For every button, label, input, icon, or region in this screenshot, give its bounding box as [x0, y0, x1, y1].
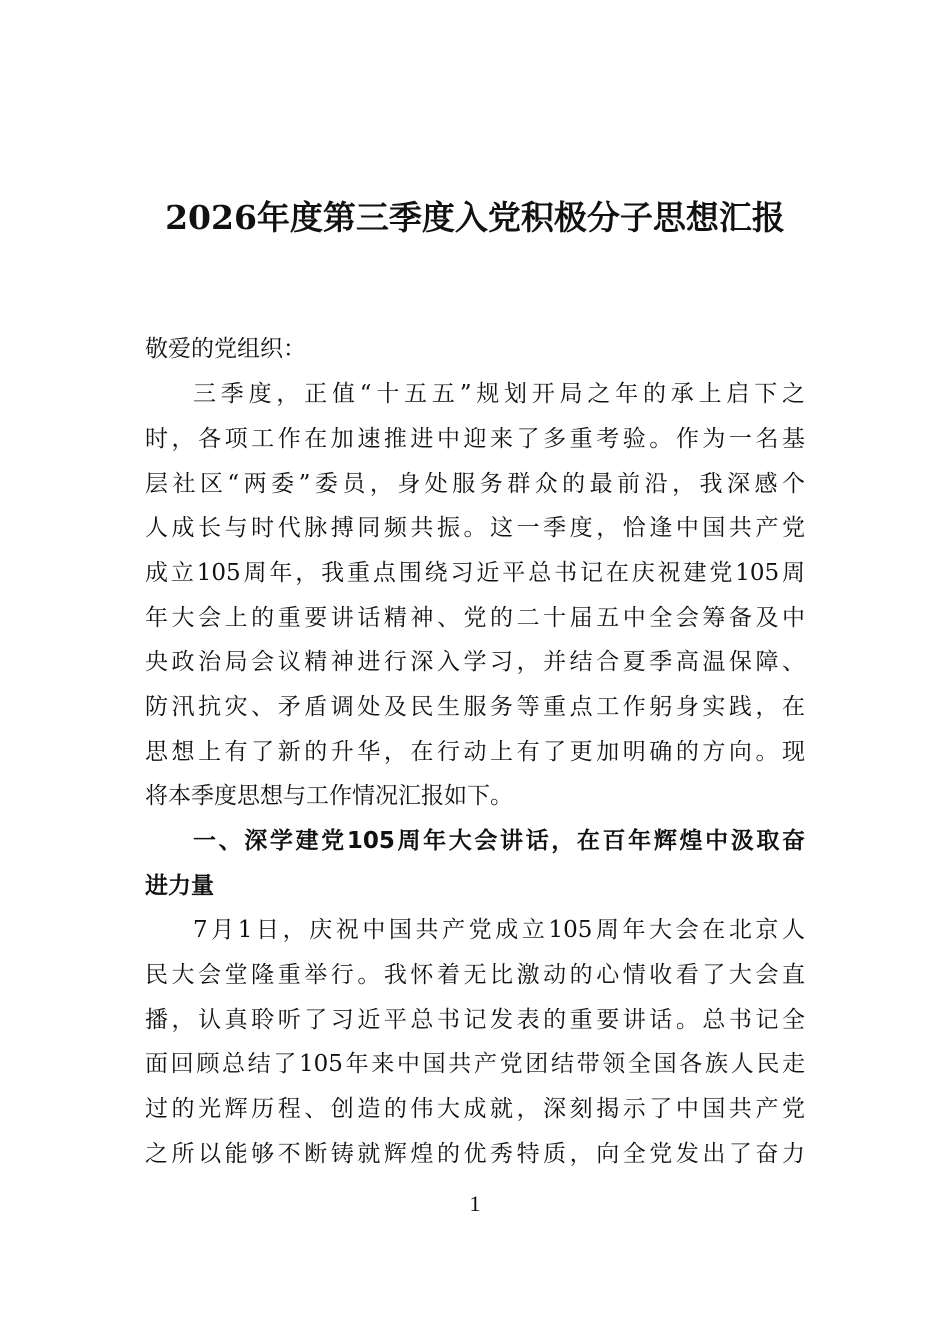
paragraph-line: 层社区“两委”委员，身处服务群众的最前沿，我深感个: [145, 471, 805, 497]
paragraph-line: 防汛抗灾、矛盾调处及民生服务等重点工作躬身实践，在: [145, 694, 805, 720]
paragraph-line: 过的光辉历程、创造的伟大成就，深刻揭示了中国共产党: [145, 1096, 805, 1122]
salutation: 敬爱的党组织：: [145, 336, 306, 362]
paragraph-line: 7月1日，庆祝中国共产党成立105周年大会在北京人: [193, 917, 805, 943]
document-title: 2026年度第三季度入党积极分子思想汇报: [165, 198, 785, 237]
paragraph-line: 将本季度思想与工作情况汇报如下。: [145, 783, 513, 809]
paragraph-line: 之所以能够不断铸就辉煌的优秀特质，向全党发出了奋力: [145, 1141, 805, 1167]
paragraph-line: 人成长与时代脉搏同频共振。这一季度，恰逢中国共产党: [145, 515, 805, 541]
paragraph-line: 年大会上的重要讲话精神、党的二十届五中全会筹备及中: [145, 605, 805, 631]
paragraph-line: 播，认真聆听了习近平总书记发表的重要讲话。总书记全: [145, 1007, 805, 1033]
section-heading-line: 一、深学建党105周年大会讲话，在百年辉煌中汲取奋: [193, 828, 805, 854]
paragraph-line: 思想上有了新的升华，在行动上有了更加明确的方向。现: [145, 739, 805, 765]
paragraph-line: 时，各项工作在加速推进中迎来了多重考验。作为一名基: [145, 426, 805, 452]
page-number: 1: [469, 1191, 481, 1216]
paragraph-line: 成立105周年，我重点围绕习近平总书记在庆祝建党105周: [145, 560, 805, 586]
paragraph-line: 面回顾总结了105年来中国共产党团结带领全国各族人民走: [145, 1051, 805, 1077]
paragraph-line: 民大会堂隆重举行。我怀着无比激动的心情收看了大会直: [145, 962, 805, 988]
paragraph-line: 三季度，正值“十五五”规划开局之年的承上启下之: [193, 381, 805, 407]
section-heading-line: 进力量: [145, 873, 214, 899]
paragraph-line: 央政治局会议精神进行深入学习，并结合夏季高温保障、: [145, 649, 805, 675]
